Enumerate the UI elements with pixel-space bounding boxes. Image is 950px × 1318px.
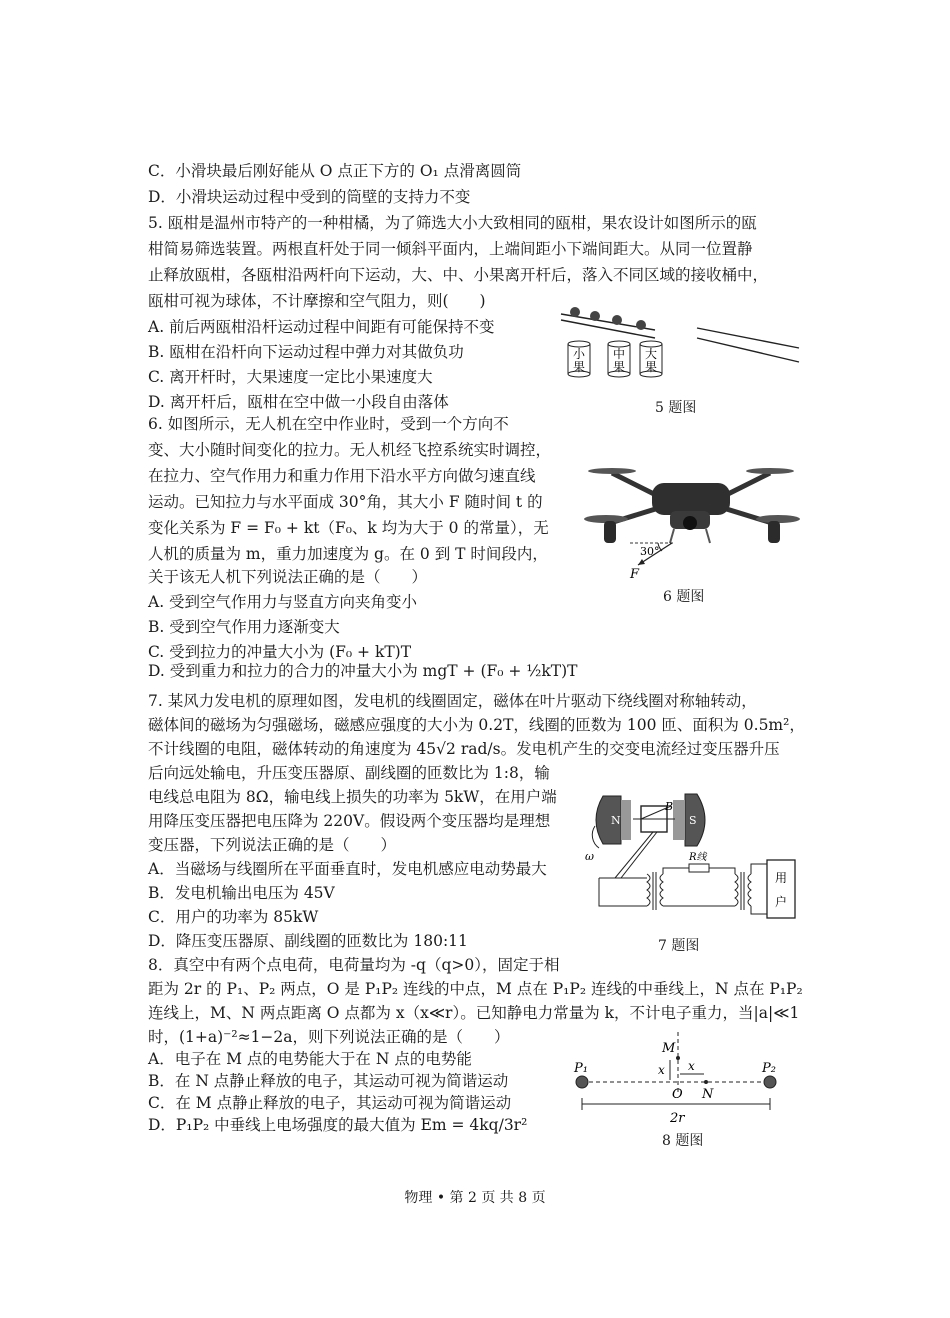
q8-label-o: O: [672, 1087, 683, 1102]
q7-stem-line: 7. 某风力发电机的原理如图，发电机的线圈固定，磁体在叶片驱动下绕线圈对称轴转动，: [148, 692, 757, 710]
q6-option-a: A. 受到空气作用力与竖直方向夹角变小: [148, 593, 418, 611]
q6-stem-line: 变、大小随时间变化的拉力。无人机经飞控系统实时调控，: [148, 441, 552, 459]
bin-small-label: 小: [572, 347, 586, 361]
q4-option-d: D．小滑块运动过程中受到的筒壁的支持力不变: [148, 188, 471, 206]
q5-option-d: D. 离开杆后，瓯柑在空中做一小段自由落体: [148, 393, 449, 411]
q8-label-2r: 2r: [670, 1111, 685, 1126]
q6-stem-line: 关于该无人机下列说法正确的是（ ）: [148, 568, 428, 586]
q7-stem-line: 用降压变压器把电压降为 220V。假设两个变压器均是理想: [148, 812, 551, 830]
q8-stem-line: 连线上，M、N 两点距离 O 点都为 x（x≪r）。已知静电力常量为 k，不计电子重力，当|a|≪1: [148, 1004, 800, 1022]
q7-label-b: B: [665, 800, 674, 813]
q5-option-c: C. 离开杆时，大果速度一定比小果速度大: [148, 368, 433, 386]
q6-stem-line: 在拉力、空气作用力和重力作用下沿水平方向做匀速直线: [148, 467, 536, 485]
q7-stem-line: 变压器，下列说法正确的是（ ）: [148, 836, 397, 854]
q8-label-p1: P₁: [574, 1061, 588, 1076]
q8-label-x-vertical: x: [658, 1063, 665, 1077]
q6-force-label: F: [630, 567, 640, 580]
q6-option-d: D. 受到重力和拉力的合力的冲量大小为 mgT + (F₀ + ½kT)T: [148, 662, 578, 680]
q8-label-x-horizontal: x: [688, 1059, 695, 1073]
bin-large: [640, 341, 662, 377]
q8-stem-line: 距为 2r 的 P₁、P₂ 两点，O 是 P₁P₂ 连线的中点，M 点在 P₁P₂ 连线的中垂线上，N 点在 P₁P₂: [148, 980, 803, 998]
q5-option-b: B. 瓯柑在沿杆向下运动过程中弹力对其做负功: [148, 343, 464, 361]
q7-option-d: D．降压变压器原、副线圈的匝数比为 180:11: [148, 932, 468, 950]
q8-option-d: D．P₁P₂ 中垂线上电场强度的最大值为 Em = 4kq/3r²: [148, 1116, 528, 1134]
q8-stem-line: 8．真空中有两个点电荷，电荷量均为 -q（q>0），固定于相: [148, 956, 560, 974]
q7-user-label: 用: [774, 871, 788, 885]
q5-sorting-device-figure: [555, 300, 805, 385]
q8-option-c: C．在 M 点静止释放的电子，其运动可视为简谐运动: [148, 1094, 512, 1112]
q6-stem-line: 运动。已知拉力与水平面成 30°角，其大小 F 随时间 t 的: [148, 493, 543, 511]
q6-stem-line: 6. 如图所示，无人机在空中作业时，受到一个方向不: [148, 415, 509, 433]
q6-drone-figure: [582, 445, 800, 580]
q6-caption: 6 题图: [663, 589, 705, 605]
bin-medium-label: 果: [612, 360, 626, 374]
bin-medium-label: 中: [612, 347, 626, 361]
bin-large-label: 果: [644, 360, 658, 374]
q6-stem-line: 变化关系为 F = F₀ + kt（F₀、k 均为大于 0 的常量），无: [148, 519, 549, 537]
q8-option-a: A．电子在 M 点的电势能大于在 N 点的电势能: [148, 1050, 472, 1068]
q5-stem-line: 瓯柑可视为球体，不计摩擦和空气阻力，则( ): [148, 292, 486, 310]
q4-option-c: C．小滑块最后刚好能从 O 点正下方的 O₁ 点滑离圆筒: [148, 162, 522, 180]
q8-option-b: B．在 N 点静止释放的电子，其运动可视为简谐运动: [148, 1072, 509, 1090]
q7-stem-line: 电线总电阻为 8Ω，输电线上损失的功率为 5kW，在用户端: [148, 788, 557, 806]
q5-stem-line: 止释放瓯柑，各瓯柑沿两杆向下运动，大、中、小果离开杆后，落入不同区域的接收桶中，: [148, 266, 769, 284]
q6-stem-line: 人机的质量为 m，重力加速度为 g。在 0 到 T 时间段内，: [148, 545, 548, 563]
bin-small-label: 果: [572, 360, 586, 374]
bin-medium: [608, 341, 630, 377]
q8-stem-line: 时，(1+a)⁻²≈1−2a，则下列说法正确的是（ ）: [148, 1028, 510, 1046]
q7-stem-line: 磁体间的磁场为匀强磁场，磁感应强度的大小为 0.2T，线圈的匝数为 100 匝、面积为 0.5m²，: [148, 716, 805, 734]
q7-label-n: N: [611, 814, 621, 827]
q7-option-b: B．发电机输出电压为 45V: [148, 884, 335, 902]
q6-option-b: B. 受到空气作用力逐渐变大: [148, 618, 340, 636]
q7-option-c: C．用户的功率为 85kW: [148, 908, 319, 926]
bin-large-label: 大: [644, 347, 658, 361]
q7-stem-line: 后向远处输电，升压变压器原、副线圈的匝数比为 1:8，输: [148, 764, 550, 782]
q7-option-a: A．当磁场与线圈所在平面垂直时，发电机感应电动势最大: [148, 860, 547, 878]
q5-stem-line: 5. 瓯柑是温州市特产的一种柑橘，为了筛选大小大致相同的瓯柑，果农设计如图所示的瓯: [148, 214, 757, 232]
q8-label-n: N: [702, 1087, 714, 1102]
q8-point-charges-figure: [570, 1032, 785, 1127]
q7-label-omega: ω: [585, 850, 594, 863]
q5-stem-line: 柑简易筛选装置。两根直杆处于同一倾斜平面内，上端间距小下端间距大。从同一位置静: [148, 240, 753, 258]
page-footer: 物理 • 第 2 页 共 8 页: [404, 1190, 546, 1206]
q7-label-resistor: R线: [689, 852, 707, 863]
q8-label-p2: P₂: [762, 1061, 776, 1076]
q8-label-m: M: [662, 1041, 676, 1056]
q5-caption: 5 题图: [655, 400, 697, 416]
q7-label-s: S: [689, 814, 697, 827]
q8-caption: 8 题图: [662, 1133, 704, 1149]
q6-angle-label: 30°: [640, 545, 660, 558]
q7-generator-circuit-figure: [585, 786, 800, 926]
q7-caption: 7 题图: [658, 938, 700, 954]
q6-option-c: C. 受到拉力的冲量大小为 (F₀ + kT)T: [148, 643, 412, 661]
q5-option-a: A. 前后两瓯柑沿杆运动过程中间距有可能保持不变: [148, 318, 495, 336]
bin-small: [568, 341, 590, 377]
q7-user-label: 户: [774, 895, 788, 909]
q7-stem-line: 不计线圈的电阻，磁体转动的角速度为 45√2 rad/s。发电机产生的交变电流经过变压器升压: [148, 740, 780, 758]
